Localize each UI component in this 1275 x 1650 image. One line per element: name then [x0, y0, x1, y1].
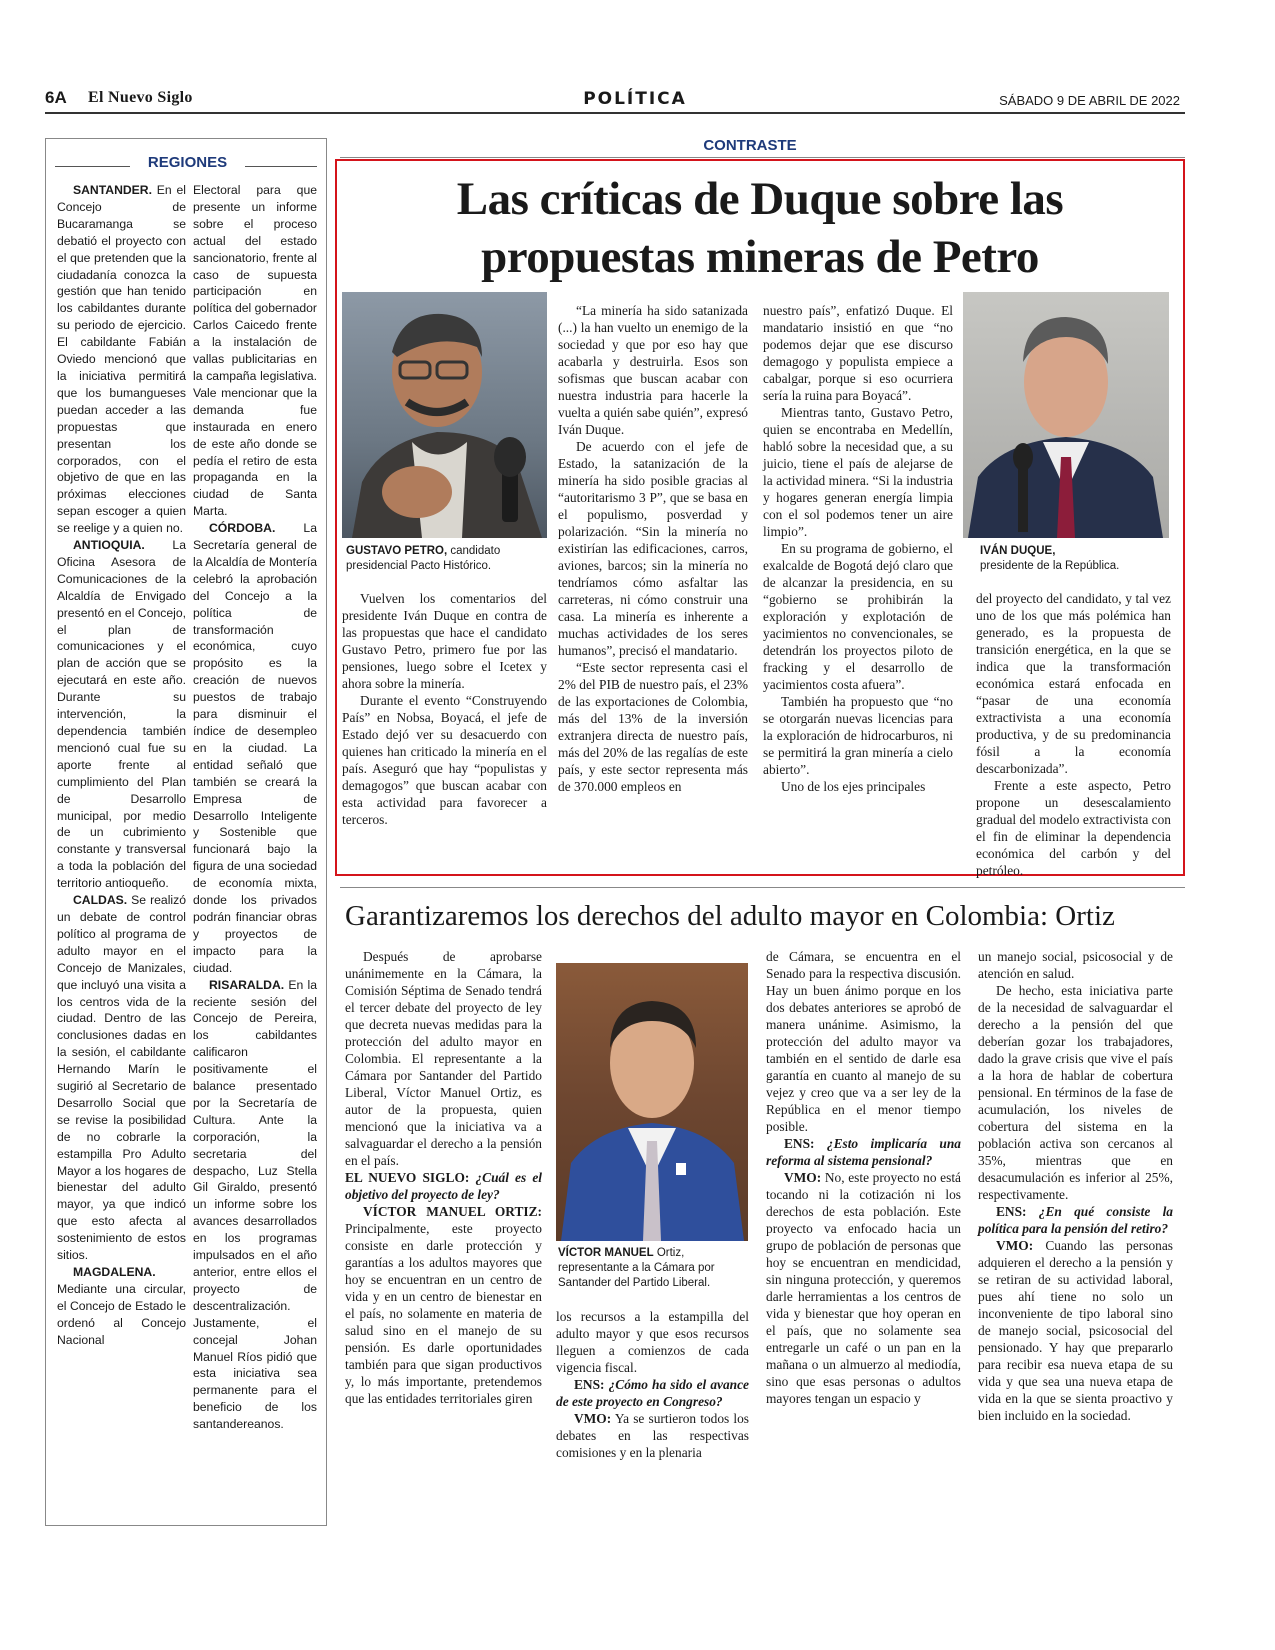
- sidebar-column-2: [193, 182, 317, 1433]
- duque-photo: [963, 292, 1169, 538]
- answer-3: VMO: No, este proyecto no está tocando ni la cotización ni los derechos de esta población. Este proyecto va enfocado hacia un grupo de población de personas que hoy se encuentran en mendicidad, sin ninguna protección, y queremos darle herramientas a los centros de vida y bienestar que hoy operan en el país, que no solamente sea entregarle un café o un pan en la mañana o un almuerzo al mediodía, sino que esas personas o adultos mayores tengan un espacio y: [766, 1170, 961, 1406]
- sidebar-item: SANTANDER. En el Concejo de Bucaramanga se debatió el proyecto con el que pretenden que la ciudadanía conozca la gestión que han tenido los cabildantes durante su periodo de ejercicio. El cabildante Fabián Oviedo mencionó que la iniciativa permitirá que los bumangueses puedan acceder a las propuestas que presentan los corporados, con el objetivo de que en las próximas elecciones sepan escoger a quien se reelige y a quien no.: [57, 183, 186, 536]
- answer-1: VÍCTOR MANUEL ORTIZ: Principalmente, este proyecto consiste en darle protección y garantías a los adultos mayores que hoy se encuentran en un centro de vida y en un centro de bienestar en el país, no solamente en materia de salud sino en el manejo de su pensión. Es darle oportunidades también para que sigan productivos y, lo más importante, pretendemos que las entidades territoriales giren: [345, 1204, 542, 1406]
- page-number: 6A: [45, 88, 67, 107]
- sidebar-item: ANTIOQUIA. La Oficina Asesora de Comunicaciones de la Alcaldía de Envigado presentó en el Concejo, el plan de comunicaciones y el plan de acción que se ejecutará en este año. Durante su intervención, la dependencia también mencionó cual fue su aporte frente al cumplimiento del Plan de Desarrollo municipal, por medio de un cubrimiento constante y transversal a toda la población del territorio antioqueño.: [57, 538, 186, 891]
- question-1: EL NUEVO SIGLO: ¿Cuál es el objetivo del proyecto de ley?: [345, 1170, 542, 1202]
- ortiz-photo: [556, 963, 748, 1241]
- section-title: POLÍTICA: [583, 89, 687, 109]
- article1-column-4: del proyecto del candidato, y tal vez uno de los que más polémica han generado, es la propuesta de transición energética, en la que se indica que la transformación económica estará enfocada en “pasar de una economía extractivista a una economía productiva, y de su predominancia fósil a la economía descarbonizada”. Frente a este aspecto, Petro propone un desescalamiento gradual del modelo extractivista con el fin de eliminar la dependencia económica del carbón y del petróleo.: [976, 591, 1171, 878]
- article1-column-2: “La minería ha sido satanizada (...) la han vuelto un enemigo de la sociedad y que por eso hay que acabarla y destruirla. Esos son sofismas que buscan acabar con nuestra industria para hacerle la vuelta a quién sabe quién”, expresó Iván Duque. De acuerdo con el jefe de Estado, la satanización de la minería ha sido posible gracias al “autoritarismo 3 P”, que se basa en el populismo, posverdad y polarización. “Sin la minería no existirían las edificaciones, carros, aviones, barcos; sin la minería no tendríamos cómo asfaltar las carreteras, ni cómo construir una casa. La minería es inherente a muchas actividades de los seres humanos”, precisó el mandatario. “Este sector representa casi el 2% del PIB de nuestro país, el 23% de las exportaciones de Colombia, más del 13% de la inversión extranjera directa de nuestro país, más del 20% de las regalías de este país, y este sector representa más de 370.000 empleos en: [558, 303, 748, 794]
- article2-column-3: de Cámara, se encuentra en el Senado para la respectiva discusión. Hay un buen ánimo porque en los dos debates anteriores se aprobó de manera unánime. Asimismo, la protección del adulto mayor va también en el sentido de darle esa garantía en cuanto al manejo de su vejez y creo que va a ser ley de la República en el menor tiempo posible. ENS: ¿Esto implicaría una reforma al sistema pensional? VMO: No, este proyecto no está tocando ni la cotización ni los derechos de esta población. Este proyecto va enfocado hacia un grupo de población de personas que hoy se encuentran en mendicidad, sin ninguna protección, y queremos darle herramientas a los centros de vida y bienestar que hoy operan en el país, que no solamente sea entregarle un café o un pan en la mañana o un almuerzo al mediodía, sino que esas personas o adultos mayores tengan un espacio y: [766, 949, 961, 1406]
- sidebar-item: CÓRDOBA. La Secretaría general de la Alcaldía de Montería celebró la aprobación del Concejo a la política de transformación económica, cuyo propósito es la creación de nuevos puestos de trabajo para disminuir el índice de desempleo en la ciudad. La entidad señaló que también se creará la Empresa de Desarrollo Inteligente y Sostenible que funcionará bajo la figura de una sociedad de economía mixta, donde los privados podrán financiar obras y proyectos de impacto para la ciudad.: [193, 521, 317, 975]
- article-separator: [340, 887, 1185, 888]
- sidebar-item: MAGDALENA. Mediante una circular, el Concejo de Estado le ordenó al Concejo Nacional: [57, 1265, 186, 1347]
- sidebar-title: REGIONES: [147, 154, 228, 171]
- newspaper-name: El Nuevo Siglo: [88, 89, 193, 106]
- duque-illustration: [963, 292, 1169, 538]
- article-headline: Las críticas de Duque sobre las propuestas mineras de Petro: [456, 173, 1064, 283]
- sidebar-item: RISARALDA. En la reciente sesión del Concejo de Pereira, los cabildantes calificaron positivamente el balance presentado por la Secretaría de Cultura. Ante la corporación, la secretaria del despacho, Luz Stella Gil Giraldo, presentó un informe sobre los avances desarrollados en los programas impulsados en el año anterior, entre ellos el proyecto de descentralización. Justamente, el concejal Johan Manuel Ríos pidió que esta iniciativa sea permanente para el beneficio de los santandereanos.: [193, 977, 317, 1432]
- sidebar-column-1: [57, 182, 186, 1349]
- article2-column-1: Después de aprobarse unánimemente en la Cámara, la Comisión Séptima de Senado tendrá el tercer debate del proyecto de ley que decreta nuevas medidas para la protección del adulto mayor en Colombia. El representante a la Cámara por Santander del Partido Liberal, Víctor Manuel Ortiz, es autor de la propuesta, quien mencionó que la iniciativa va a salvaguardar el derecho a la pensión en el país. EL NUEVO SIGLO: ¿Cuál es el objetivo del proyecto de ley? VÍCTOR MANUEL ORTIZ: Principalmente, este proyecto consiste en darle protección y garantías a los adultos mayores que hoy se encuentran en un centro de vida y en un centro de bienestar en el país, no solamente en materia de salud sino en el manejo de su pensión. Es darle oportunidades también para que sigan productivos y, lo más importante, pretendemos que las entidades territoriales giren: [345, 949, 542, 1406]
- ortiz-illustration: [556, 963, 748, 1241]
- article1-column-1: Vuelven los comentarios del presidente Iván Duque en contra de las propuestas que hace el candidato Gustavo Petro, primero fue por las pensiones, luego sobre el Icetex y ahora sobre la minería. Durante el evento “Construyendo País” en Nobsa, Boyacá, el jefe de Estado dejó ver su desacuerdo con quienes han criticado la minería en el país. Aseguró que hay “populistas y demagogos” que buscan acabar con esta actividad para favorecer a terceros.: [342, 591, 547, 827]
- petro-illustration: [342, 292, 547, 538]
- header-rule: [45, 112, 1185, 114]
- kicker-rule: [340, 157, 1185, 158]
- question-4: ENS: ¿En qué consiste la política para la pensión del retiro?: [978, 1204, 1173, 1236]
- answer-4: VMO: Cuando las personas adquieren el derecho a la pensión y se retiran de su actividad laboral, pues ahí tiene no solo un inconveniente de tipo laboral sino de manejo social, psicosocial del pensionado. Y hay que prepararlo para recibir esa nueva etapa de su vida y que sea una nueva etapa de vida en la que se sienta proactivo y bien incluido en la sociedad.: [978, 1238, 1173, 1423]
- article2-column-2: los recursos a la estampilla del adulto mayor y que esos recursos lleguen a comienzos de cada vigencia fiscal. ENS: ¿Cómo ha sido el avance de este proyecto en Congreso? VMO: Ya se surtieron todos los debates en las respectivas comisiones y en la plenaria: [556, 1309, 749, 1460]
- sidebar-item: CALDAS. Se realizó un debate de control político al programa de adulto mayor en el Concejo de Manizales, que incluyó una visita a los centros vida de la ciudad. Dentro de las conclusiones dadas en la sesión, el cabildante Hernando Marín le sugirió al Secretario de Desarrollo Social que se revise la posibilidad de no cobrarle la estampilla Pro Adulto Mayor a los hogares de bienestar del adulto mayor, ya que indicó que esto afecta al sostenimiento de estos sitios.: [57, 893, 186, 1263]
- petro-photo: [342, 292, 547, 538]
- question-3: ENS: ¿Esto implicaría una reforma al sistema pensional?: [766, 1136, 961, 1168]
- article1-column-3: nuestro país”, enfatizó Duque. El mandatario insistió en que “no podemos dejar que ese discurso demagogo y populista empiece a cabalgar, porque si eso ocurriera sería la ruina para Boyacá”. Mientras tanto, Gustavo Petro, quien se encontraba en Medellín, habló sobre la necesidad que, a su juicio, tiene el país de alejarse de la actividad minera. “Si la industria y hogares generan energía limpia con el sol podemos tener un aire limpio”. En su programa de gobierno, el exalcalde de Bogotá dejó claro que de alcanzar la presidencia, en su “gobierno se prohibirán la exploración y explotación de yacimientos no convencionales, se detendrán los proyectos piloto de fracking y el desarrollo de yacimientos costa afuera”. También ha propuesto que “no se otorgarán nuevas licencias para la exploración de hidrocarburos, ni se permitirá la gran minería a cielo abierto”. Uno de los ejes principales: [763, 303, 953, 794]
- article2-headline: Garantizaremos los derechos del adulto mayor en Colombia: Ortiz: [345, 900, 1115, 932]
- question-2: ENS: ¿Cómo ha sido el avance de este proyecto en Congreso?: [556, 1377, 749, 1409]
- article-kicker: CONTRASTE: [703, 137, 797, 154]
- ortiz-caption: VÍCTOR MANUEL Ortiz, representante a la Cámara por Santander del Partido Liberal.: [558, 1247, 715, 1289]
- petro-caption: GUSTAVO PETRO, candidato presidencial Pacto Histórico.: [346, 545, 501, 572]
- article2-column-4: un manejo social, psicosocial y de atención en salud. De hecho, esta iniciativa parte de la necesidad de salvaguardar el derecho a la pensión del que deberían gozar los trabajadores, dado la grave crisis que vive el país a la hora de hablar de cobertura pensional. En términos de la fase de acumulación, los niveles de cobertura del sistema en la población activa son cercanos al 35%, mientras que en desacumulación es inferior al 25%, respectivamente. ENS: ¿En qué consiste la política para la pensión del retiro? VMO: Cuando las personas adquieren el derecho a la pensión y se retiran de su actividad laboral, pues ahí tiene no solo un inconveniente de tipo laboral sino de manejo social, psicosocial del pensionado. Y hay que prepararlo para recibir esa nueva etapa de su vida y que sea una nueva etapa de vida en la que se sienta proactivo y bien incluido en la sociedad.: [978, 949, 1173, 1423]
- duque-caption: IVÁN DUQUE, presidente de la República.: [980, 545, 1120, 572]
- sidebar-item: Electoral para que presente un informe sobre el proceso actual del estado sancionatorio, frente al caso de supuesta participación en política del gobernador Carlos Caicedo frente a la instalación de vallas publicitarias en la campaña legislativa. Vale mencionar que la demanda fue instaurada en enero de este año donde se pedía el retiro de esta propaganda en la ciudad de Santa Marta.: [193, 183, 317, 519]
- answer-2: VMO: Ya se surtieron todos los debates en las respectivas comisiones y en la plenaria: [556, 1411, 749, 1460]
- issue-date: SÁBADO 9 DE ABRIL DE 2022: [999, 93, 1180, 108]
